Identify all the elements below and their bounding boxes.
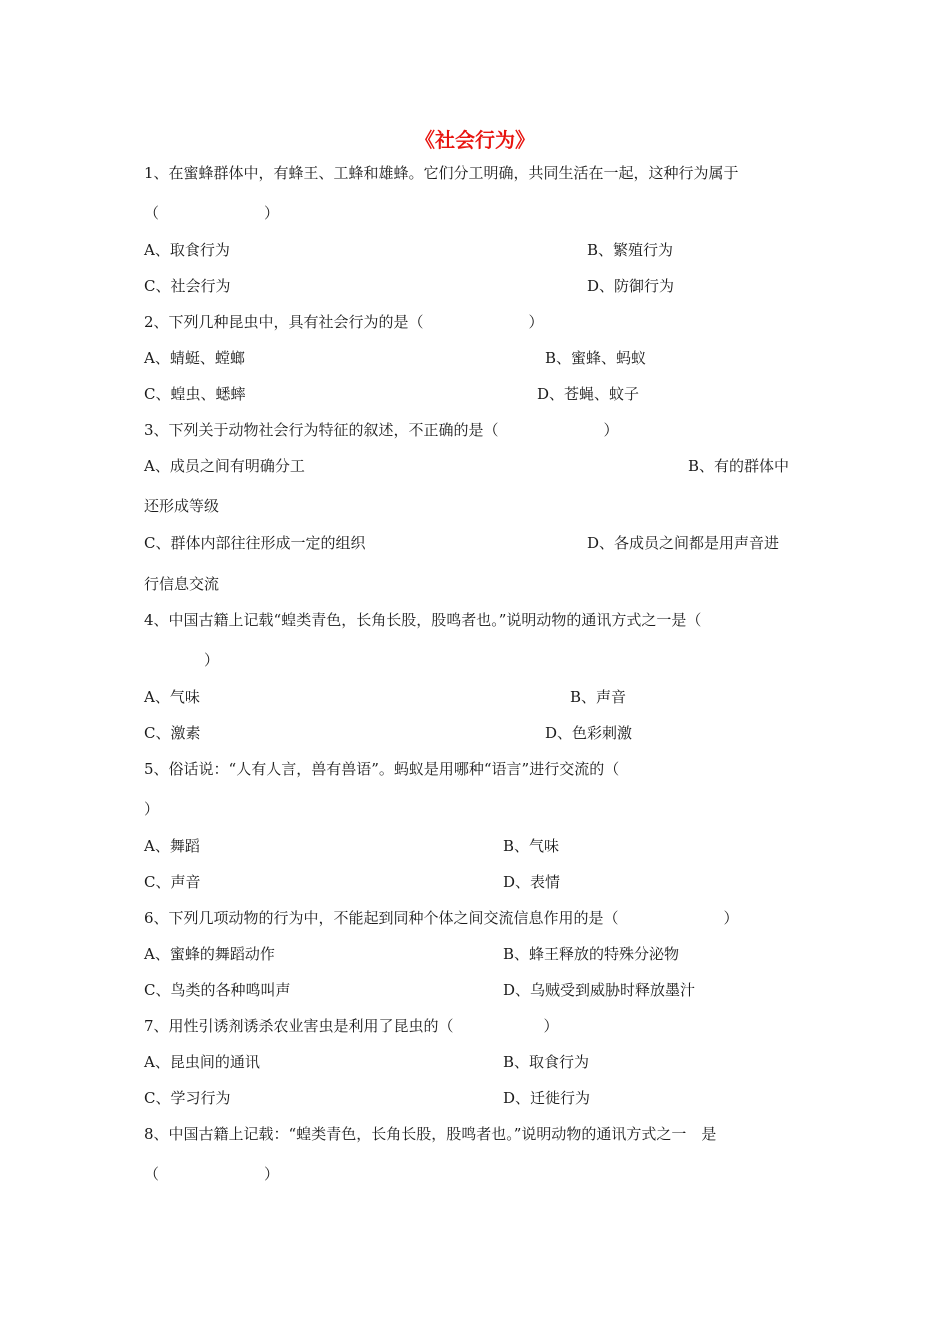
page-title: 《社会行为》 [415, 128, 535, 152]
question-3-option-b-cont: 还形成等级 [144, 497, 220, 515]
question-4-option-c: C、激素 [144, 724, 201, 742]
question-5-option-b: B、气味 [503, 837, 560, 855]
question-6-option-d: D、乌贼受到威胁时释放墨汁 [503, 981, 696, 999]
question-2-option-a: A、蜻蜓、螳螂 [144, 349, 245, 367]
question-1-option-b: B、繁殖行为 [587, 241, 674, 259]
question-6-option-b: B、蜂王释放的特殊分泌物 [503, 945, 680, 963]
question-5-option-a: A、舞蹈 [144, 837, 200, 855]
question-7-option-c: C、学习行为 [144, 1089, 231, 1107]
question-2-stem: 2、下列几种昆虫中，具有社会行为的是（ ） [144, 313, 544, 331]
question-7-option-b: B、取食行为 [503, 1053, 590, 1071]
question-7-stem: 7、用性引诱剂诱杀农业害虫是利用了昆虫的（ ） [144, 1017, 559, 1035]
question-3-option-d-cont: 行信息交流 [144, 575, 220, 593]
question-1-option-d: D、防御行为 [587, 277, 675, 295]
question-3-option-c: C、群体内部往往形成一定的组织 [144, 534, 366, 552]
question-4-option-d: D、色彩刺激 [545, 724, 633, 742]
question-5-stem: 5、俗话说：“人有人言，兽有兽语”。蚂蚁是用哪种“语言”进行交流的（ [144, 760, 620, 778]
question-1-option-a: A、取食行为 [144, 241, 230, 259]
question-3-option-d: D、各成员之间都是用声音进 [587, 534, 780, 552]
question-8-answer-blank: （ ） [144, 1165, 280, 1183]
question-4-stem: 4、中国古籍上记载“蝗类青色，长角长股，股鸣者也。”说明动物的通讯方式之一是（ [144, 611, 702, 629]
question-4-option-b: B、声音 [570, 688, 627, 706]
question-1-stem: 1、在蜜蜂群体中，有蜂王、工蜂和雄蜂。它们分工明确，共同生活在一起，这种行为属于 [144, 164, 739, 182]
question-5-answer-blank: ） [144, 800, 160, 818]
question-3-option-b: B、有的群体中 [688, 457, 790, 475]
question-6-option-a: A、蜜蜂的舞蹈动作 [144, 945, 275, 963]
question-3-stem: 3、下列关于动物社会行为特征的叙述，不正确的是（ ） [144, 421, 619, 439]
question-2-option-b: B、蜜蜂、蚂蚁 [545, 349, 647, 367]
question-4-option-a: A、气味 [144, 688, 200, 706]
question-7-option-d: D、迁徙行为 [503, 1089, 591, 1107]
question-5-option-d: D、表情 [503, 873, 561, 891]
question-1-answer-blank: （ ） [144, 204, 280, 222]
question-6-option-c: C、鸟类的各种鸣叫声 [144, 981, 291, 999]
question-2-option-c: C、蝗虫、蟋蟀 [144, 385, 246, 403]
question-1-option-c: C、社会行为 [144, 277, 231, 295]
question-6-stem: 6、下列几项动物的行为中，不能起到同种个体之间交流信息作用的是（ ） [144, 909, 739, 927]
question-5-option-c: C、声音 [144, 873, 201, 891]
question-8-stem: 8、中国古籍上记载：“蝗类青色，长角长股，股鸣者也。”说明动物的通讯方式之一 是 [144, 1125, 717, 1143]
question-2-option-d: D、苍蝇、蚊子 [537, 385, 640, 403]
question-4-answer-blank: ） [144, 651, 220, 669]
question-3-option-a: A、成员之间有明确分工 [144, 457, 305, 475]
question-7-option-a: A、昆虫间的通讯 [144, 1053, 260, 1071]
